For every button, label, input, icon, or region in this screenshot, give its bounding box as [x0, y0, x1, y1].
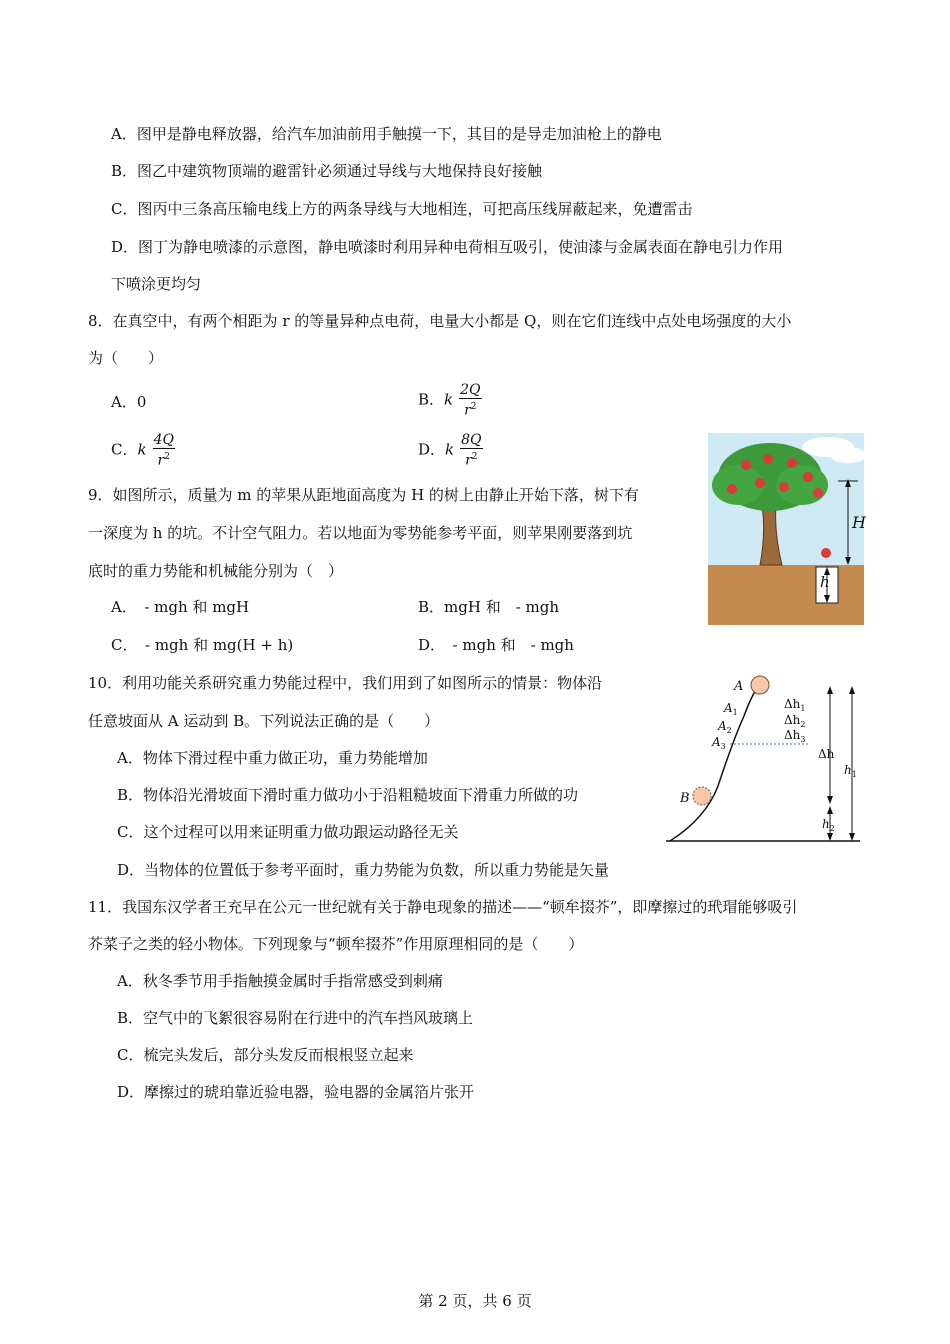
svg-text:A2: $A_2$ [718, 719, 732, 735]
label-A: A [734, 679, 744, 694]
label-h: h [820, 573, 830, 591]
q9-stem-line1: 9．如图所示，质量为 m 的苹果从距地面高度为 H 的树上由静止开始下落，树下有 [88, 486, 639, 504]
q7-option-c: C．图丙中三条高压输电线上方的两条导线与大地相连，可把高压线屏蔽起来，免遭雷击 [111, 200, 693, 218]
q8-stem-line2: 为（ ） [88, 349, 164, 367]
q7-option-b: B．图乙中建筑物顶端的避雷针必须通过导线与大地保持良好接触 [111, 162, 543, 180]
q11-option-c: C．梳完头发后，部分头发反而根根竖立起来 [117, 1046, 414, 1064]
q11-option-a: A．秋冬季节用手指触摸金属时手指常感受到刺痛 [117, 972, 443, 990]
q9-option-a: A． - mgh 和 mgH [111, 598, 250, 616]
page-footer: 第 2 页，共 6 页 [418, 1292, 532, 1310]
apple-tree-figure [708, 433, 864, 625]
q10-option-c: C．这个过程可以用来证明重力做功跟运动路径无关 [117, 823, 459, 841]
svg-text:A3: $A_3$ [712, 735, 726, 751]
q10-option-d: D．当物体的位置低于参考平面时，重力势能为负数，所以重力势能是矢量 [117, 861, 610, 879]
q8-stem-line1: 8．在真空中，有两个相距为 r 的等量异种点电荷，电量大小都是 Q，则在它们连线中点处电场强度的大小 [88, 312, 792, 330]
q7-option-d-line1: D．图丁为静电喷漆的示意图，静电喷漆时利用异种电荷相互吸引，使油漆与金属表面在静电引力作用 [111, 238, 784, 256]
q9-stem-line2: 一深度为 h 的坑。不计空气阻力。若以地面为零势能参考平面，则苹果刚要落到坑 [88, 524, 633, 542]
q8-option-b: B．k $\frac{2Q}{r^2}$ [418, 382, 481, 419]
q7-option-d-line2: 下喷涂更均匀 [111, 275, 202, 293]
label-H: H [852, 513, 866, 532]
label-B: B [680, 791, 690, 806]
svg-text:h1: $h_1$ [844, 763, 857, 779]
label-delta-h: Δh [818, 747, 835, 761]
q9-option-d: D． - mgh 和 - mgh [418, 636, 574, 654]
q10-stem-line2: 任意坡面从 A 运动到 B。下列说法正确的是（ ） [88, 712, 440, 730]
svg-text:Δh2: $\Delta h_2$ [784, 713, 806, 729]
q10-option-a: A．物体下滑过程中重力做正功，重力势能增加 [117, 749, 428, 767]
q11-stem-line2: 芥菜子之类的轻小物体。下列现象与“顿牟掇芥”作用原理相同的是（ ） [88, 935, 584, 953]
q10-stem-line1: 10．利用功能关系研究重力势能过程中，我们用到了如图所示的情景：物体沿 [88, 674, 603, 692]
q8-option-d: D．k $\frac{8Q}{r^2}$ [418, 432, 482, 469]
q11-option-b: B．空气中的飞絮很容易附在行进中的汽车挡风玻璃上 [117, 1009, 474, 1027]
q11-stem-line1: 11．我国东汉学者王充早在公元一世纪就有关于静电现象的描述——“顿牟掇芥”，即摩擦过的玳瑁能够吸引 [88, 898, 798, 916]
q7-option-a: A．图甲是静电释放器，给汽车加油前用手触摸一下，其目的是导走加油枪上的静电 [111, 125, 662, 143]
q11-option-d: D．摩擦过的琥珀靠近验电器，验电器的金属箔片张开 [117, 1083, 475, 1101]
q9-option-c: C． - mgh 和 mg(H + h) [111, 636, 294, 654]
svg-text:h2: $h_2$ [822, 817, 835, 833]
svg-text:Δh1: $\Delta h_1$ [784, 697, 806, 713]
q8-option-a: A．0 [111, 393, 147, 411]
q8-option-c: C．k $\frac{4Q}{r^2}$ [111, 432, 174, 469]
q9-option-b: B．mgH 和 - mgh [418, 598, 560, 616]
svg-text:Δh3: $\Delta h_3$ [784, 728, 806, 744]
slope-figure [666, 668, 864, 844]
q9-stem-line3: 底时的重力势能和机械能分别为（ ） [88, 562, 344, 580]
svg-text:A1: $A_1$ [724, 701, 738, 717]
q10-option-b: B．物体沿光滑坡面下滑时重力做功小于沿粗糙坡面下滑重力所做的功 [117, 786, 579, 804]
